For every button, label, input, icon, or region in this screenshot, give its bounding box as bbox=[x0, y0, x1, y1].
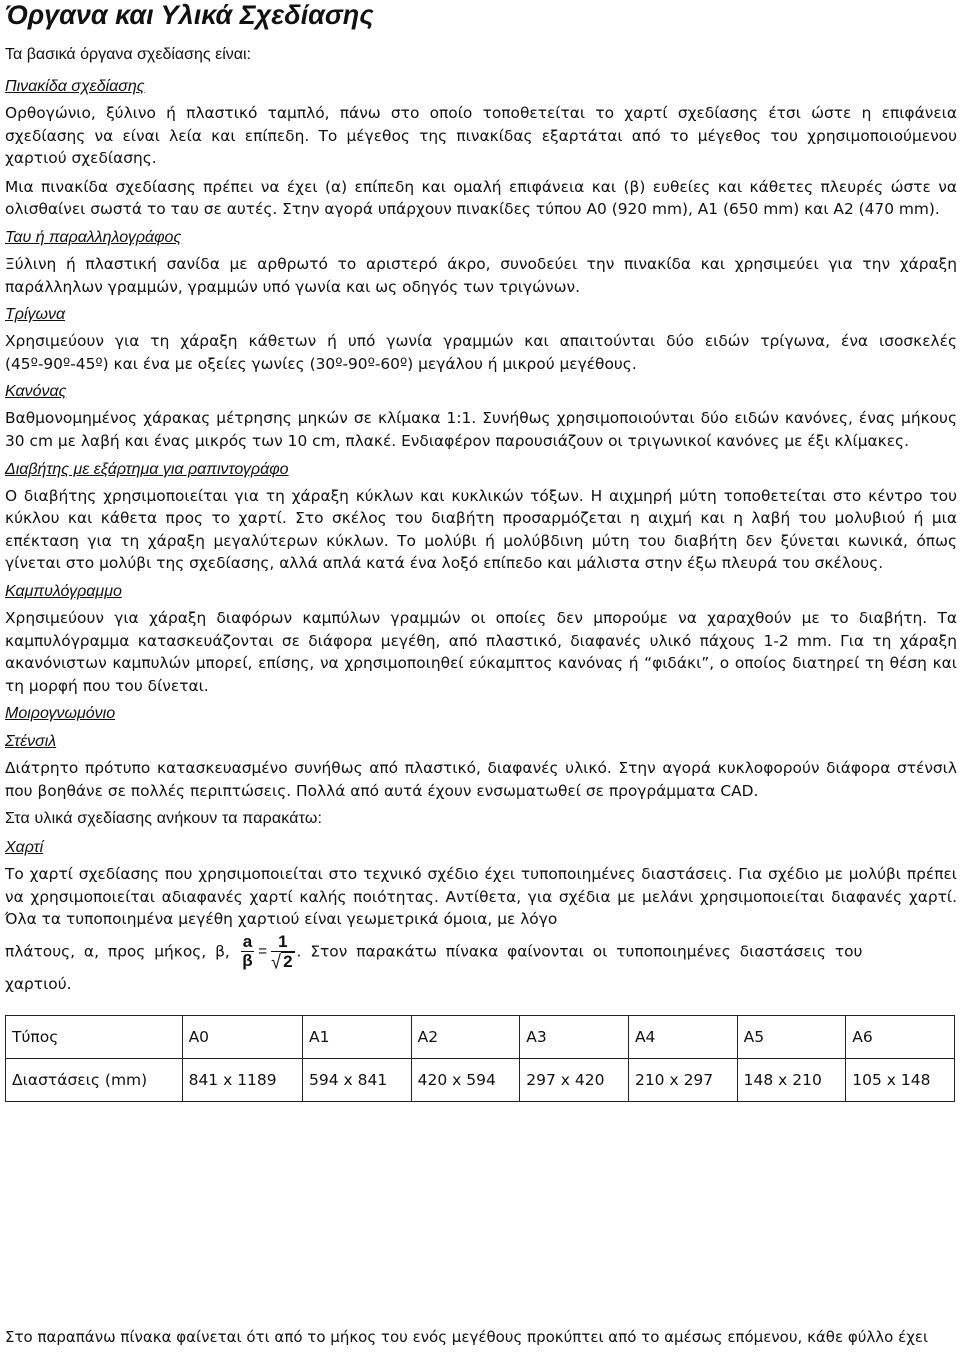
paragraph-stensil: Διάτρητο πρότυπο κατασκευασμένο συνήθως από πλαστικό, διαφανές υλικό. Στην αγορά κυκλοφορούν διάφορα στένσιλ που βοηθάνε σε πολλές περιπτώσεις. Πολλά από αυτά έχουν ενσωματωθεί σε προγράμματα CAD. bbox=[5, 759, 957, 800]
formula-rhs-denominator: 2 bbox=[283, 951, 293, 971]
table-cell: Α0 bbox=[182, 1016, 302, 1059]
table-cell: 841 x 1189 bbox=[182, 1059, 302, 1102]
paragraph-kampylogrammo: Χρησιμεύουν για χάραξη διαφόρων καμπύλων γραμμών οι οποίες δεν μπορούμε να χαραχθούν με το διαβήτη. Τα καμπυλόγραμμα κατασκευάζονται σε διάφορα μεγέθη, από πλαστικό, διαφανές υλικό πάχους 1-2 mm. Για τη χάραξη ακανόνιστων καμπυλών μπορεί, επίσης, να χρησιμοποιηθεί εύκαμπτος κανόνας ή “φιδάκι”, ο οποίος διατηρεί τη θέση και τη μορφή που του δίνεται. bbox=[5, 608, 957, 695]
section-heading-tau: Ταυ ή παραλληλογράφος bbox=[5, 228, 182, 246]
section-heading-moirognomonio: Μοιρογνωμόνιο bbox=[5, 705, 116, 723]
paragraph-diavitis: Ο διαβήτης χρησιμοποιείται για τη χάραξη κύκλων και κυκλικών τόξων. Η αιχμηρή μύτη τοποθετείται στο κέντρο του κύκλου και κάθετα προς το χαρτί. Στο σκέλος του διαβήτη προσαρμόζεται η αιχμή και η λαβή του μολυβιού ή μια επέκταση για τη χάραξη μεγαλύτερων κύκλων. Το μολύβι ή μολύβδινη μύτη του διαβήτη δεν ξύνεται κωνικά, όπως γίνεται στο μολύβι της σχεδίασης, αλλά απλά κατά ένα λοξό επίπεδο και μάλιστα στην έξω πλευρά του σκέλους. bbox=[5, 486, 957, 573]
table-cell: 297 x 420 bbox=[520, 1059, 629, 1102]
table-cell: Α2 bbox=[411, 1016, 520, 1059]
paragraph-pinakida-1: Ορθογώνιο, ξύλινο ή πλαστικό ταμπλό, πάνω στο οποίο τοποθετείται το χαρτί σχεδίασης έτσι ώστε η επιφάνεια σχεδίασης να είναι λεία και επίπεδη. Το μέγεθος της πινακίδας εξαρτάται από το μέγεθος του χρησιμοποιούμενου χαρτιού σχεδίασης. bbox=[5, 104, 957, 168]
paragraph-xarti-1: Το χαρτί σχεδίασης που χρησιμοποιείται στο τεχνικό σχέδιο έχει τυποποιημένες διαστάσεις. Για σχέδιο με μολύβι πρέπει να χρησιμοποιείται αδιαφανές χαρτί καλής ποιότητας. Αντίθετα, για σχέδια με μελάνι χρησιμοποιείται διαφανές χαρτί. Όλα τα τυποποιημένα μεγέθη χαρτιού είναι γεωμετρικά όμοια, με λόγο bbox=[5, 865, 957, 929]
table-cell: Α4 bbox=[628, 1016, 737, 1059]
table-cell: Α6 bbox=[846, 1016, 955, 1059]
formula-equals: = bbox=[258, 942, 268, 960]
section-heading-kanonas: Κανόνας bbox=[5, 383, 67, 401]
table-cell: 594 x 841 bbox=[302, 1059, 411, 1102]
section-heading-diavitis: Διαβήτης με εξάρτημα για ραπιντογράφο bbox=[5, 460, 289, 478]
paragraph-trigona: Χρησιμεύουν για τη χάραξη κάθετων ή υπό γωνία γραμμών και απαιτούνται δύο ειδών τρίγωνα, ένα ισοσκελές (45º-90º-45º) και ένα με οξείες γωνίες (30º-90º-60º) μεγάλου ή μικρού μεγέθους. bbox=[5, 332, 957, 373]
table-cell: 420 x 594 bbox=[411, 1059, 520, 1102]
table-cell: Α3 bbox=[520, 1016, 629, 1059]
trailing-text: Στο παραπάνω πίνακα φαίνεται ότι από το μήκος του ενός μεγέθους προκύπτει από το αμέσως επόμενου, κάθε φύλλο έχει bbox=[5, 1328, 929, 1346]
section-heading-kampylogrammo: Καμπυλόγραμμο bbox=[5, 582, 122, 600]
ratio-text-before: πλάτους, α, προς μήκος, β, bbox=[5, 942, 230, 961]
table-cell: Α1 bbox=[302, 1016, 411, 1059]
table-header-row bbox=[6, 1016, 955, 1059]
formula-numerator: a bbox=[242, 932, 253, 952]
paper-sizes-table bbox=[5, 1015, 955, 1102]
table-cell: 105 x 148 bbox=[846, 1059, 955, 1102]
page-title: Όργανα και Υλικά Σχεδίασης bbox=[5, 0, 374, 30]
paragraph-tau: Ξύλινη ή πλαστική σανίδα με αρθρωτό το αριστερό άκρο, συνοδεύει την πινακίδα και χρησιμεύει για την χάραξη παράλληλων γραμμών, γραμμών υπό γωνία και ως οδηγός των τριγώνων. bbox=[5, 254, 957, 296]
table-cell: Τύπος bbox=[6, 1016, 183, 1059]
section-heading-stensil: Στένσιλ bbox=[5, 733, 57, 751]
materials-intro: Στα υλικά σχεδίασης ανήκουν τα παρακάτω: bbox=[5, 810, 323, 828]
ratio-text-after: . Στον παρακάτω πίνακα φαίνονται οι τυποποιημένες διαστάσεις του bbox=[296, 942, 863, 961]
formula-denominator: β bbox=[242, 951, 253, 971]
section-heading-xarti: Χαρτί bbox=[5, 839, 44, 857]
table-cell: 210 x 297 bbox=[628, 1059, 737, 1102]
ratio-formula: a β = 1 √ 2 bbox=[242, 931, 293, 973]
table-cell: Α5 bbox=[737, 1016, 846, 1059]
table-cell: 148 x 210 bbox=[737, 1059, 846, 1102]
paragraph-kanonas: Βαθμονομημένος χάρακας μέτρησης μηκών σε κλίμακα 1:1. Συνήθως χρησιμοποιούνται δύο ειδών κανόνες, ένας μήκους 30 cm με λαβή και ένας μικρός των 10 cm, πλακέ. Ενδιαφέρον παρουσιάζουν οι τριγωνικοί κανόνες με έξι κλίμακες. bbox=[5, 409, 957, 450]
table-cell: Διαστάσεις (mm) bbox=[6, 1059, 183, 1102]
formula-rhs-numerator: 1 bbox=[278, 931, 288, 951]
paragraph-pinakida-2: Μια πινακίδα σχεδίασης πρέπει να έχει (α) επίπεδη και ομαλή επιφάνεια και (β) ευθείες και κάθετες πλευρές ώστε να ολισθαίνει σωστά το ταυ σε αυτές. Στην αγορά υπάρχουν πινακίδες τύπου Α0 (920 mm), Α1 (650 mm) και Α2 (470 mm). bbox=[5, 177, 957, 219]
section-heading-pinakida: Πινακίδα σχεδίασης bbox=[5, 78, 145, 95]
paragraph-xarti-3: χαρτιού. bbox=[5, 974, 72, 993]
document-page bbox=[5, 0, 957, 1102]
section-heading-trigona: Τρίγωνα bbox=[5, 306, 66, 324]
table-row bbox=[6, 1059, 955, 1102]
intro-text: Τα βασικά όργανα σχεδίασης είναι: bbox=[5, 46, 252, 63]
paragraph-xarti-2 bbox=[5, 933, 957, 971]
